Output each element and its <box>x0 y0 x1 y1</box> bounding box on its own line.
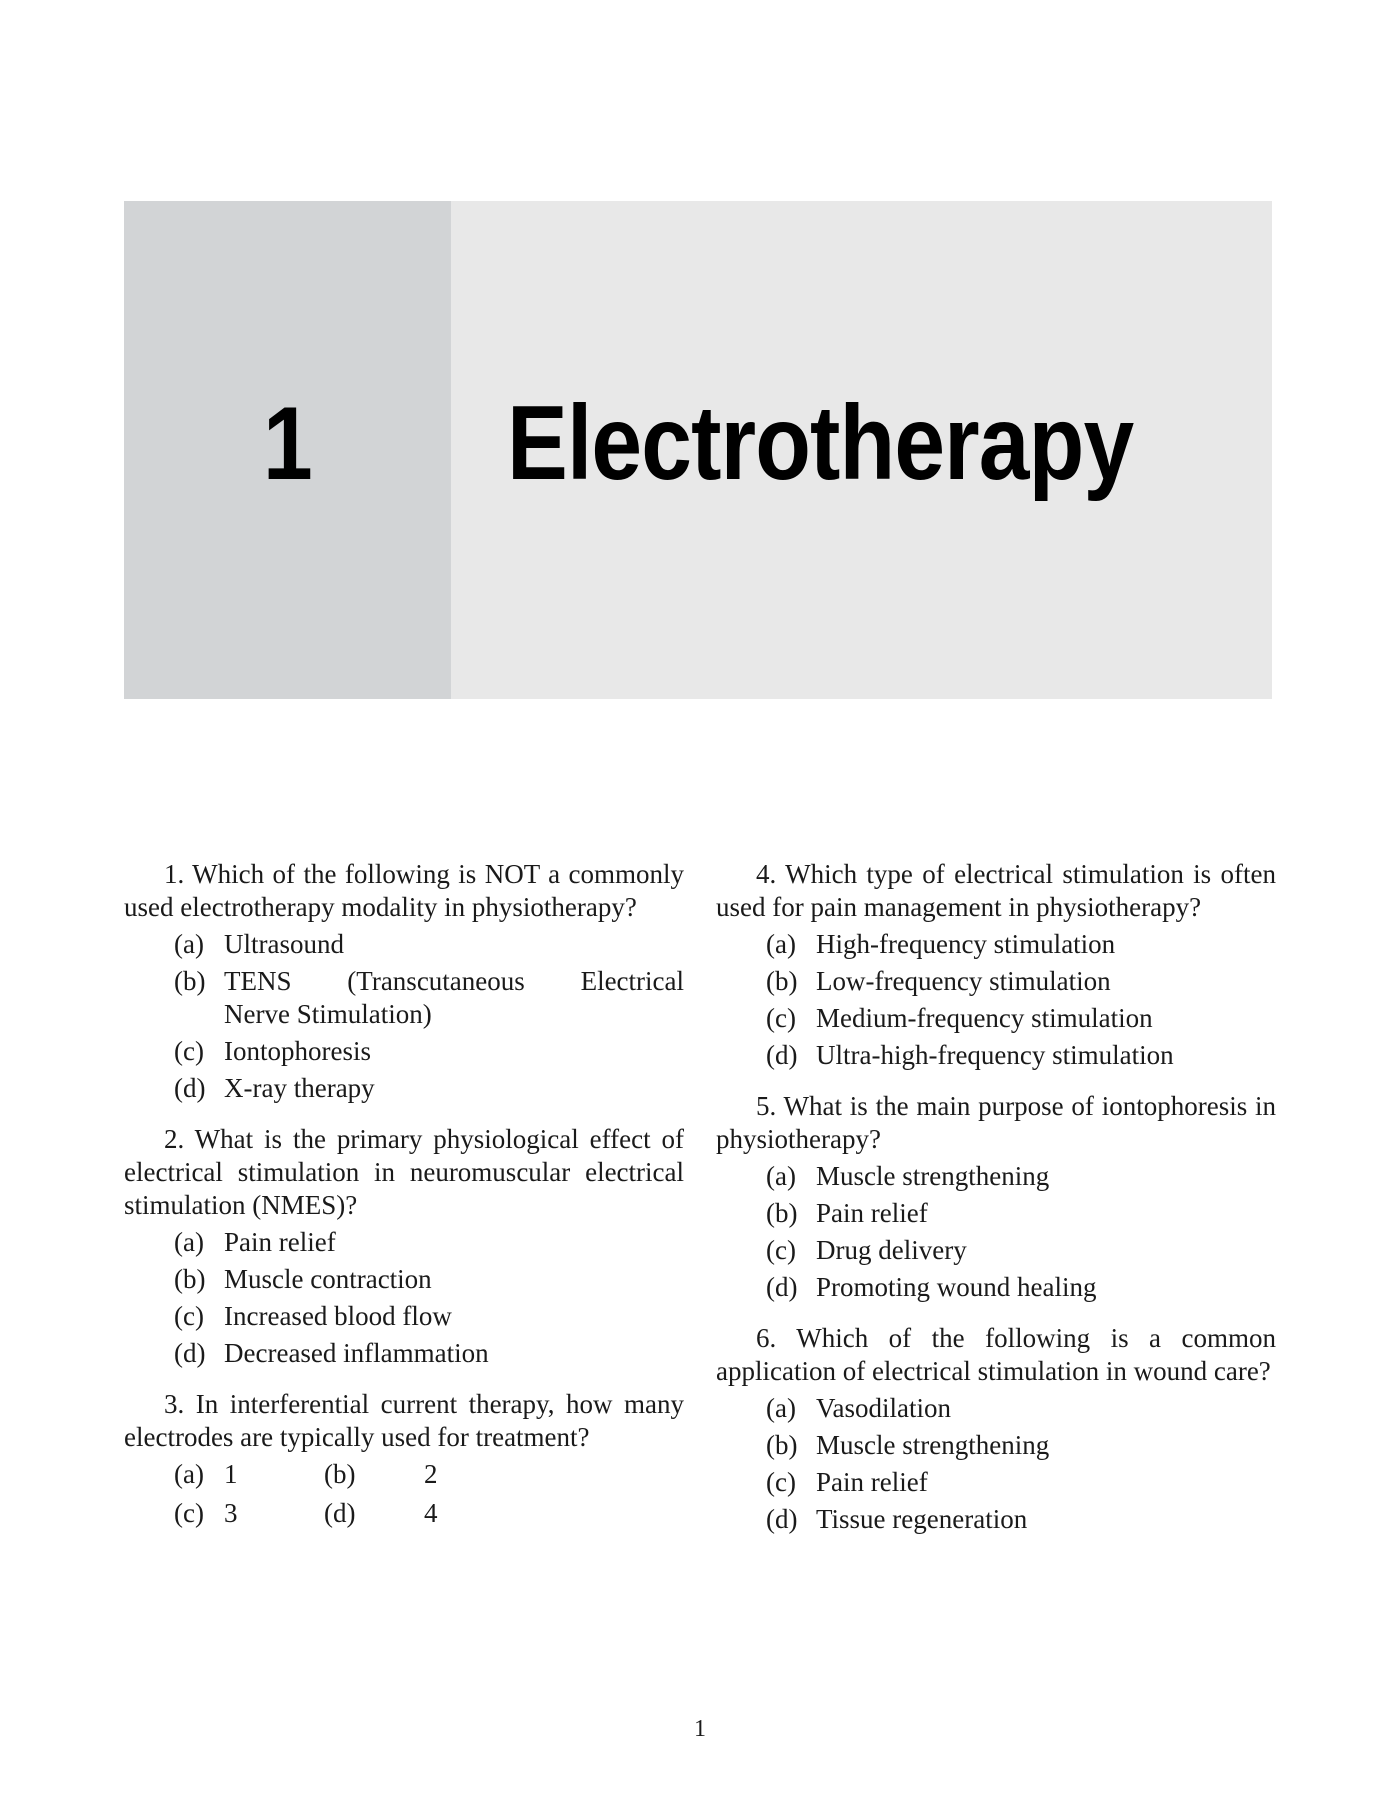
option-letter: (d) <box>174 1073 206 1103</box>
option-text: Muscle strengthening <box>816 1161 1050 1191</box>
option-list <box>716 1160 1276 1304</box>
chapter-banner <box>124 201 1272 699</box>
chapter-title: Electrotherapy <box>507 383 1134 502</box>
option-letter: (b) <box>324 1459 356 1489</box>
option-letter: (d) <box>766 1504 798 1534</box>
option-a <box>124 1226 684 1259</box>
option-letter: (a) <box>766 1393 796 1423</box>
option-text: Muscle contraction <box>224 1264 432 1294</box>
option-grid <box>124 1458 684 1530</box>
option-text: Decreased inflammation <box>224 1338 489 1368</box>
option-text: Vasodilation <box>816 1393 951 1423</box>
option-d <box>716 1271 1276 1304</box>
option-a <box>716 928 1276 961</box>
option-text: Increased blood flow <box>224 1301 452 1331</box>
option-c <box>716 1002 1276 1035</box>
option-text: X-ray therapy <box>224 1073 375 1103</box>
option-c <box>124 1035 684 1068</box>
option-text: Ultrasound <box>224 929 344 959</box>
option-a <box>174 1458 324 1491</box>
option-text <box>224 965 684 1031</box>
option-letter: (d) <box>766 1272 798 1302</box>
option-text: Pain relief <box>816 1198 928 1228</box>
option-b <box>324 1458 474 1491</box>
option-c <box>174 1497 324 1530</box>
question-4 <box>716 858 1276 1072</box>
question-text: 4. Which type of electrical stimulation is often used for pain management in physiotherapy? <box>716 859 1276 922</box>
option-d <box>324 1497 474 1530</box>
option-d <box>124 1072 684 1105</box>
page-number: 1 <box>694 1716 706 1742</box>
option-text: Ultra-high-frequency stimulation <box>816 1040 1174 1070</box>
question-6 <box>716 1322 1276 1536</box>
option-letter: (b) <box>766 966 798 996</box>
option-text: Iontophoresis <box>224 1036 371 1066</box>
option-text: 4 <box>424 1498 438 1528</box>
option-letter: (b) <box>174 966 206 996</box>
option-c <box>124 1300 684 1333</box>
option-c <box>716 1466 1276 1499</box>
option-text: High-frequency stimulation <box>816 929 1116 959</box>
option-a <box>124 928 684 961</box>
option-letter: (d) <box>174 1338 206 1368</box>
chapter-title-panel <box>451 201 1272 699</box>
question-text: 1. Which of the following is NOT a commonly used electrotherapy modality in physiotherapy? <box>124 859 684 922</box>
option-letter: (c) <box>174 1301 204 1331</box>
option-b <box>124 1263 684 1296</box>
option-letter: (d) <box>766 1040 798 1070</box>
option-letter: (c) <box>174 1498 204 1528</box>
option-d <box>716 1039 1276 1072</box>
left-column <box>124 858 684 1548</box>
option-a <box>716 1392 1276 1425</box>
option-letter: (c) <box>766 1235 796 1265</box>
option-letter: (b) <box>766 1430 798 1460</box>
option-b <box>124 965 684 1031</box>
option-text: Medium-frequency stimulation <box>816 1003 1153 1033</box>
option-text: Tissue regeneration <box>816 1504 1028 1534</box>
option-text: Low-frequency stimulation <box>816 966 1111 996</box>
option-text: Promoting wound healing <box>816 1272 1097 1302</box>
option-text: 2 <box>424 1459 438 1489</box>
question-5 <box>716 1090 1276 1304</box>
option-letter: (c) <box>174 1036 204 1066</box>
question-1 <box>124 858 684 1105</box>
question-text: 5. What is the main purpose of iontophoresis in physiotherapy? <box>716 1091 1276 1154</box>
option-letter: (d) <box>324 1498 356 1528</box>
option-text-line-2: Nerve Stimulation) <box>224 999 432 1029</box>
question-text: 2. What is the primary physiological effect of electrical stimulation in neuromuscular electrical stimulation (NMES)? <box>124 1124 684 1220</box>
option-b <box>716 965 1276 998</box>
option-text: 1 <box>224 1459 238 1489</box>
option-text-line-1: TENS (Transcutaneous Electrical <box>224 966 684 996</box>
option-letter: (c) <box>766 1467 796 1497</box>
option-letter: (a) <box>174 1459 204 1489</box>
option-letter: (a) <box>766 1161 796 1191</box>
option-list <box>124 1226 684 1370</box>
question-2 <box>124 1123 684 1370</box>
question-text: 3. In interferential current therapy, how many electrodes are typically used for treatment? <box>124 1389 684 1452</box>
right-column <box>716 858 1276 1554</box>
chapter-number-panel <box>124 201 451 699</box>
option-list <box>124 928 684 1105</box>
option-letter: (c) <box>766 1003 796 1033</box>
option-d <box>124 1337 684 1370</box>
option-b <box>716 1429 1276 1462</box>
option-text: Pain relief <box>224 1227 336 1257</box>
option-d <box>716 1503 1276 1536</box>
option-text: Drug delivery <box>816 1235 967 1265</box>
option-c <box>716 1234 1276 1267</box>
option-letter: (b) <box>174 1264 206 1294</box>
option-letter: (b) <box>766 1198 798 1228</box>
option-list <box>716 928 1276 1072</box>
option-text: Pain relief <box>816 1467 928 1497</box>
question-3 <box>124 1388 684 1530</box>
option-letter: (a) <box>766 929 796 959</box>
option-b <box>716 1197 1276 1230</box>
option-letter: (a) <box>174 1227 204 1257</box>
option-text: Muscle strengthening <box>816 1430 1050 1460</box>
question-text: 6. Which of the following is a common application of electrical stimulation in wound care? <box>716 1323 1276 1386</box>
chapter-number: 1 <box>263 385 312 502</box>
option-a <box>716 1160 1276 1193</box>
option-text: 3 <box>224 1498 238 1528</box>
option-list <box>716 1392 1276 1536</box>
option-letter: (a) <box>174 929 204 959</box>
